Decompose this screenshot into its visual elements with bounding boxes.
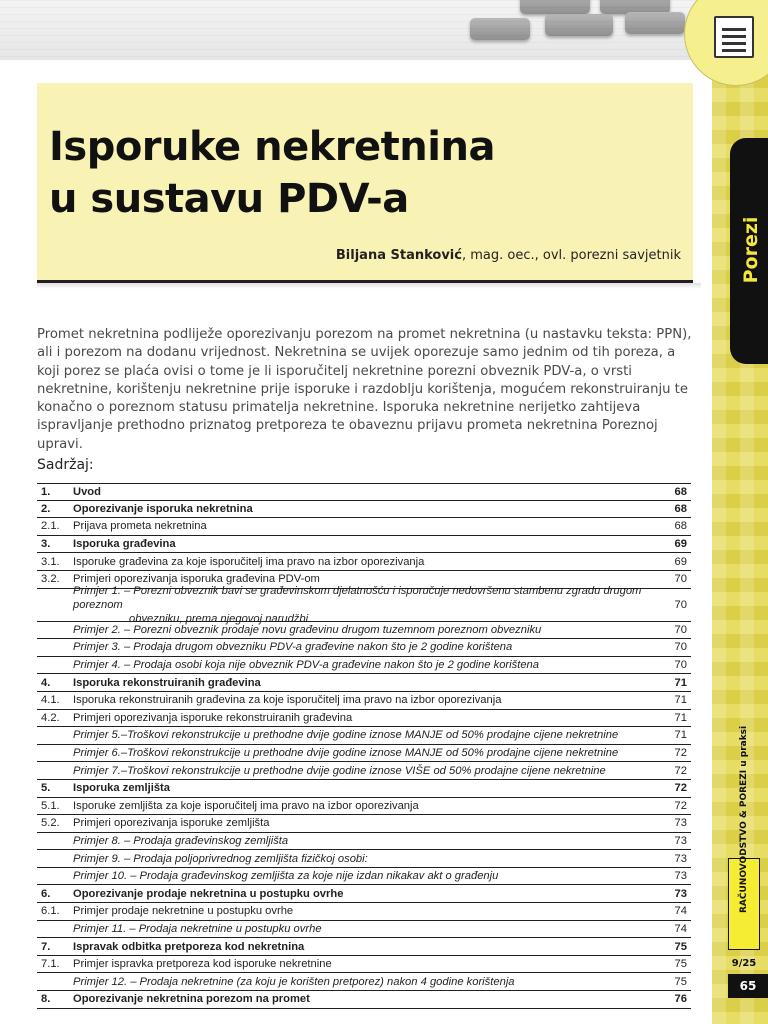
magazine-logo-text bbox=[739, 869, 749, 913]
toc-page: 70 bbox=[674, 598, 687, 611]
toc-title bbox=[73, 746, 655, 760]
toc-number: 4.1. bbox=[41, 694, 60, 707]
toc-row bbox=[37, 553, 691, 571]
toc-row bbox=[37, 798, 691, 816]
paper-lines bbox=[0, 0, 710, 60]
toc-row bbox=[37, 674, 691, 692]
toc-title bbox=[73, 799, 655, 813]
toc-page: 73 bbox=[674, 852, 687, 865]
toc-title bbox=[73, 834, 655, 848]
toc-title-line: Isporuke građevina za koje isporučitelj ima pravo na izbor oporezivanja bbox=[73, 555, 425, 568]
toc-title-line: Isporuke zemljišta za koje isporučitelj ima pravo na izbor oporezivanja bbox=[73, 799, 419, 812]
toc-page: 73 bbox=[674, 817, 687, 830]
toc-title-line: Primjer 2. – Porezni obveznik prodaje novu građevinu drugom tuzemnom poreznom obvezniku bbox=[73, 623, 542, 636]
toc-title-line: Oporezivanje nekretnina porezom na promet bbox=[73, 993, 310, 1006]
toc-number: 3.2. bbox=[41, 573, 60, 586]
toc-row bbox=[37, 973, 691, 991]
toc-title-line: Primjer prodaje nekretnine u postupku ovrhe bbox=[73, 905, 294, 918]
toc-title-line: Primjer 3. – Prodaja drugom obvezniku PDV-a građevine nakon što je 2 godine korištena bbox=[73, 641, 513, 654]
toc-title-line: Primjer 9. – Prodaja poljoprivrednog zemljišta fizičkoj osobi: bbox=[73, 852, 368, 865]
toc-title bbox=[73, 852, 655, 866]
toc-title bbox=[73, 584, 655, 626]
toc-page: 74 bbox=[674, 922, 687, 935]
toc-title bbox=[73, 904, 655, 918]
toc-title bbox=[73, 940, 655, 954]
toc-title bbox=[73, 485, 655, 499]
toc-number: 5.2. bbox=[41, 817, 60, 830]
toc-number: 4.2. bbox=[41, 711, 60, 724]
toc-row bbox=[37, 483, 691, 501]
header-photo bbox=[0, 0, 710, 60]
toc-title-line: Primjer 11. – Prodaja nekretnine u postupku ovrhe bbox=[73, 922, 322, 935]
toc-page: 72 bbox=[674, 747, 687, 760]
article-title: Isporuke nekretnina u sustavu PDV-a bbox=[49, 124, 495, 222]
toc-title bbox=[73, 957, 655, 971]
toc-heading: Sadržaj: bbox=[37, 457, 94, 473]
toc-title bbox=[73, 623, 655, 637]
toc-title-line: Primjer 1. – Porezni obveznik bavi se građevinskom djelatnošću i isporučuje nedovršenu stambenu zgradu drugom poreznom bbox=[73, 584, 642, 611]
toc-title bbox=[73, 781, 655, 795]
document-icon bbox=[714, 16, 754, 58]
toc-title bbox=[73, 728, 655, 742]
toc-title-line: Prijava prometa nekretnina bbox=[73, 520, 207, 533]
toc-title-line: obvezniku, prema njegovoj narudžbi bbox=[129, 612, 309, 625]
title-box bbox=[37, 83, 693, 283]
issue-number: 9/25 bbox=[731, 958, 757, 969]
toc-title-line: Primjer 10. – Prodaja građevinskog zemljišta za koje nije izdan nikakav akt o građenju bbox=[73, 870, 499, 883]
table-of-contents bbox=[37, 483, 691, 1009]
toc-title-line: Isporuka rekonstruiranih građevina za koje isporučitelj ima pravo na izbor oporezivanja bbox=[73, 694, 502, 707]
toc-page: 76 bbox=[674, 993, 687, 1006]
toc-title bbox=[73, 764, 655, 778]
toc-page: 73 bbox=[674, 870, 687, 883]
toc-row bbox=[37, 780, 691, 798]
toc-row bbox=[37, 710, 691, 728]
intro-paragraph: Promet nekretnina podliježe oporezivanju porezom na promet nekretnina (u nastavku teksta: PPN), ali i porezom na dodanu vrijednost. Nekretnina se uvijek oporezuje samo jednim od tih poreza, a koji porez se plaća ovisi o tome je li isporučitelj nekretnine porezni obveznik PDV-a, o vrsti nekretnine, korištenju nekretnine prije isporuke i razdoblju korištenja, mogućem rekonstruiranju te konačno o poreznom statusu primatelja nekretnine. Isporuka nekretnine nerijetko zahtijeva ispravljanje prethodno priznatog pretporeza te obaveznu prijavu prometa nekretnina Poreznoj upravi. bbox=[37, 327, 692, 452]
author-role: , mag. oec., ovl. porezni savjetnik bbox=[461, 248, 681, 263]
toc-row bbox=[37, 991, 691, 1009]
toc-row bbox=[37, 833, 691, 851]
toc-row bbox=[37, 921, 691, 939]
toc-number: 3. bbox=[41, 538, 51, 551]
toc-row bbox=[37, 727, 691, 745]
toc-title-line: Primjer 7.–Troškovi rekonstrukcije u prethodne dvije godine iznose VIŠE od 50% prodajne cijene nekretnine bbox=[73, 764, 606, 777]
toc-title-line: Oporezivanje isporuka nekretnina bbox=[73, 502, 253, 515]
toc-title bbox=[73, 676, 655, 690]
author-line bbox=[336, 248, 681, 263]
toc-row bbox=[37, 868, 691, 886]
toc-title bbox=[73, 537, 655, 551]
toc-page: 70 bbox=[674, 573, 687, 586]
toc-page: 71 bbox=[674, 676, 687, 689]
toc-title bbox=[73, 816, 655, 830]
toc-number: 3.1. bbox=[41, 555, 60, 568]
toc-number: 7. bbox=[41, 940, 51, 953]
toc-page: 70 bbox=[674, 641, 687, 654]
toc-row bbox=[37, 850, 691, 868]
toc-title-line: Primjeri oporezivanja isporuka građevina PDV-om bbox=[73, 573, 320, 586]
toc-row bbox=[37, 938, 691, 956]
toc-title-line: Primjer 8. – Prodaja građevinskog zemljišta bbox=[73, 834, 289, 847]
toc-title bbox=[73, 992, 655, 1006]
toc-title-line: Isporuka rekonstruiranih građevina bbox=[73, 676, 261, 689]
toc-title-line: Uvod bbox=[73, 485, 101, 498]
toc-page: 71 bbox=[674, 694, 687, 707]
toc-number: 7.1. bbox=[41, 958, 60, 971]
toc-page: 71 bbox=[674, 729, 687, 742]
toc-page: 68 bbox=[674, 502, 687, 515]
toc-row bbox=[37, 501, 691, 519]
toc-page: 75 bbox=[674, 975, 687, 988]
toc-number: 2. bbox=[41, 502, 51, 515]
toc-title-line: Primjer 6.–Troškovi rekonstrukcije u prethodne dvije godine iznose MANJE od 50% prodajne cijene nekretnine bbox=[73, 747, 619, 760]
toc-page: 75 bbox=[674, 958, 687, 971]
toc-page: 73 bbox=[674, 887, 687, 900]
toc-row bbox=[37, 657, 691, 675]
toc-title-line: Primjer 12. – Prodaja nekretnine (za koju je korišten pretporez) nakon 4 godine korištenja bbox=[73, 975, 515, 988]
toc-page: 68 bbox=[674, 520, 687, 533]
toc-page: 75 bbox=[674, 940, 687, 953]
toc-row bbox=[37, 903, 691, 921]
toc-page: 70 bbox=[674, 659, 687, 672]
toc-title-line: Isporuka građevina bbox=[73, 538, 176, 551]
toc-title-line: Primjeri oporezivanja isporuke rekonstruiranih građevina bbox=[73, 711, 353, 724]
toc-number: 6.1. bbox=[41, 905, 60, 918]
toc-title-line: Isporuka zemljišta bbox=[73, 782, 170, 795]
section-label: Porezi bbox=[740, 216, 762, 284]
toc-title bbox=[73, 922, 655, 936]
toc-title bbox=[73, 711, 655, 725]
toc-number: 4. bbox=[41, 676, 51, 689]
toc-page: 69 bbox=[674, 555, 687, 568]
page-number: 65 bbox=[728, 974, 768, 998]
toc-row bbox=[37, 692, 691, 710]
toc-row bbox=[37, 815, 691, 833]
toc-title bbox=[73, 693, 655, 707]
toc-page: 74 bbox=[674, 905, 687, 918]
toc-title bbox=[73, 658, 655, 672]
toc-page: 72 bbox=[674, 764, 687, 777]
toc-title-line: Oporezivanje prodaje nekretnina u postupku ovrhe bbox=[73, 887, 344, 900]
toc-title bbox=[73, 869, 655, 883]
toc-title-line: Primjeri oporezivanja isporuke zemljišta bbox=[73, 817, 270, 830]
toc-page: 68 bbox=[674, 485, 687, 498]
toc-number: 1. bbox=[41, 485, 51, 498]
toc-row bbox=[37, 885, 691, 903]
toc-row bbox=[37, 518, 691, 536]
toc-title bbox=[73, 887, 655, 901]
toc-row bbox=[37, 762, 691, 780]
toc-title bbox=[73, 519, 655, 533]
toc-number: 2.1. bbox=[41, 520, 60, 533]
toc-row bbox=[37, 639, 691, 657]
toc-row bbox=[37, 956, 691, 974]
toc-title bbox=[73, 975, 655, 989]
toc-title-line: Primjer 4. – Prodaja osobi koja nije obveznik PDV-a građevine nakon što je 2 godine korištena bbox=[73, 659, 539, 672]
toc-title bbox=[73, 502, 655, 516]
author-name: Biljana Stanković bbox=[335, 248, 462, 263]
toc-number: 5. bbox=[41, 782, 51, 795]
toc-title bbox=[73, 640, 655, 654]
toc-number: 8. bbox=[41, 993, 51, 1006]
toc-row bbox=[37, 584, 691, 625]
toc-row bbox=[37, 536, 691, 554]
toc-title-line: Ispravak odbitka pretporeza kod nekretnina bbox=[73, 940, 305, 953]
toc-number: 6. bbox=[41, 887, 51, 900]
toc-title-line: Primjer ispravka pretporeza kod isporuke nekretnine bbox=[73, 958, 332, 971]
toc-title-line: Primjer 5.–Troškovi rekonstrukcije u prethodne dvije godine iznose MANJE od 50% prodajne cijene nekretnine bbox=[73, 729, 619, 742]
toc-page: 72 bbox=[674, 782, 687, 795]
toc-row bbox=[37, 622, 691, 640]
toc-title bbox=[73, 555, 655, 569]
toc-number: 5.1. bbox=[41, 799, 60, 812]
toc-page: 72 bbox=[674, 799, 687, 812]
toc-row bbox=[37, 745, 691, 763]
toc-page: 71 bbox=[674, 711, 687, 724]
toc-page: 70 bbox=[674, 623, 687, 636]
toc-page: 73 bbox=[674, 834, 687, 847]
toc-page: 69 bbox=[674, 538, 687, 551]
